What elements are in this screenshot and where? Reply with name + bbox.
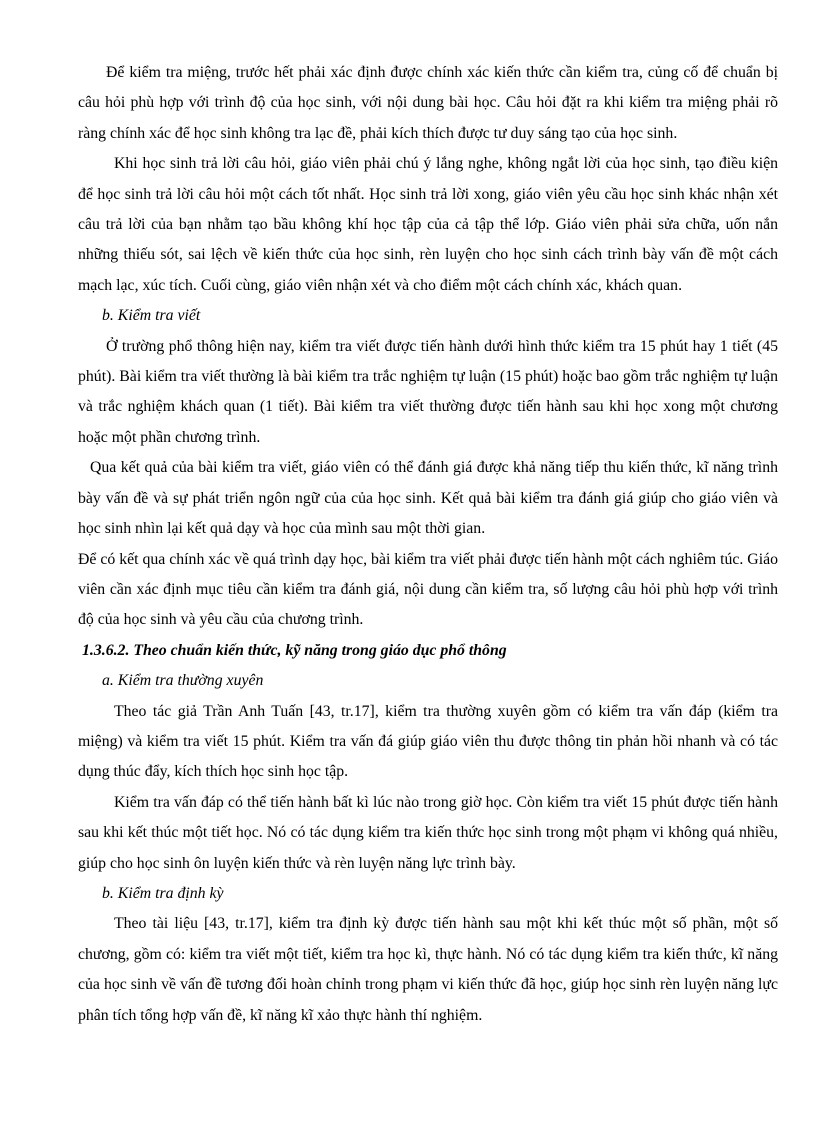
subheading-written-test: b. Kiểm tra viết [102, 307, 201, 325]
paragraph-periodic-test: Theo tài liệu [43, tr.17], kiểm tra định kỳ được tiến hành sau một khi kết thúc một số phần, một số chương, gồm có: kiểm tra viết một tiết, kiểm tra học kì, thực hành. Nó có tác dụng kiểm tra kiến thức, kĩ năng của học sinh về vấn đề tương đối hoàn chỉnh trong phạm vi kiến thức đã học, giúp học sinh rèn luyện năng lực phân tích tổng hợp vấn đề, kĩ năng kĩ xảo thực hành thí nghiệm. [78, 915, 778, 1024]
paragraph-written-test-results: Qua kết quả của bài kiểm tra viết, giáo viên có thể đánh giá được khả năng tiếp thu kiến thức, kĩ năng trình bày vấn đề và sự phát triển ngôn ngữ của của học sinh. Kết quả bài kiểm tra đánh giá giúp cho giáo viên và học sinh nhìn lại kết quả dạy và học của mình sau một thời gian. [78, 459, 778, 538]
paragraph-regular-test-author: Theo tác giả Trần Anh Tuấn [43, tr.17], kiểm tra thường xuyên gồm có kiểm tra vấn đáp (kiểm tra miệng) và kiểm tra viết 15 phút. Kiểm tra vấn đá giúp giáo viên thu được thông tin phản hồi nhanh và có tác dụng thúc đẩy, kích thích học sinh học tập. [78, 702, 778, 781]
paragraph-written-test-accuracy: Để có kết qua chính xác về quá trình dạy học, bài kiểm tra viết phải được tiến hành một cách nghiêm túc. Giáo viên cần xác định mục tiêu cần kiểm tra đánh giá, nội dung cần kiểm tra, số lượng câu hỏi phù hợp với trình độ của học sinh và yêu cầu của chương trình. [78, 550, 778, 629]
paragraph-oral-test-timing: Kiểm tra vấn đáp có thể tiến hành bất kì lúc nào trong giờ học. Còn kiểm tra viết 15 phút được tiến hành sau khi kết thúc một tiết học. Nó có tác dụng kiểm tra kiến thức học sinh trong một phạm vi không quá nhiều, giúp cho học sinh ôn luyện kiến thức và rèn luyện năng lực trình bày. [78, 793, 778, 872]
paragraph-oral-test-answering: Khi học sinh trả lời câu hỏi, giáo viên phải chú ý lắng nghe, không ngắt lời của học sinh, tạo điều kiện để học sinh trả lời câu hỏi một cách tốt nhất. Học sinh trả lời xong, giáo viên yêu cầu học sinh khác nhận xét câu trả lời của bạn nhằm tạo bầu không khí học tập của cả tập thể lớp. Giáo viên phải sửa chữa, uốn nắn những thiếu sót, sai lệch về kiến thức của học sinh, rèn luyện cho học sinh cách trình bày vấn đề một cách mạch lạc, xúc tích. Cuối cùng, giáo viên nhận xét và cho điểm một cách chính xác, khách quan. [78, 155, 778, 294]
paragraph-written-test-forms: Ở trường phổ thông hiện nay, kiểm tra viết được tiến hành dưới hình thức kiểm tra 15 phút hay 1 tiết (45 phút). Bài kiểm tra viết thường là bài kiểm tra trắc nghiệm tự luận (15 phút) hoặc bao gồm trắc nghiệm tự luận và trắc nghiệm khách quan (1 tiết). Bài kiểm tra viết thường được tiến hành sau khi học xong một chương hoặc một phần chương trình. [78, 337, 778, 446]
subheading-regular-test: a. Kiểm tra thường xuyên [102, 672, 264, 690]
section-heading-standards: 1.3.6.2. Theo chuẩn kiến thức, kỹ năng trong giáo dục phổ thông [82, 641, 507, 659]
document-page [78, 58, 778, 1031]
subheading-periodic-test: b. Kiểm tra định kỳ [102, 884, 224, 902]
paragraph-oral-test-preparation: Để kiểm tra miệng, trước hết phải xác định được chính xác kiến thức cần kiểm tra, củng cố để chuẩn bị câu hỏi phù hợp với trình độ của học sinh, với nội dung bài học. Câu hỏi đặt ra khi kiểm tra miệng phải rõ ràng chính xác để học sinh không tra lạc đề, phải kích thích được tư duy sáng tạo của học sinh. [78, 64, 778, 142]
